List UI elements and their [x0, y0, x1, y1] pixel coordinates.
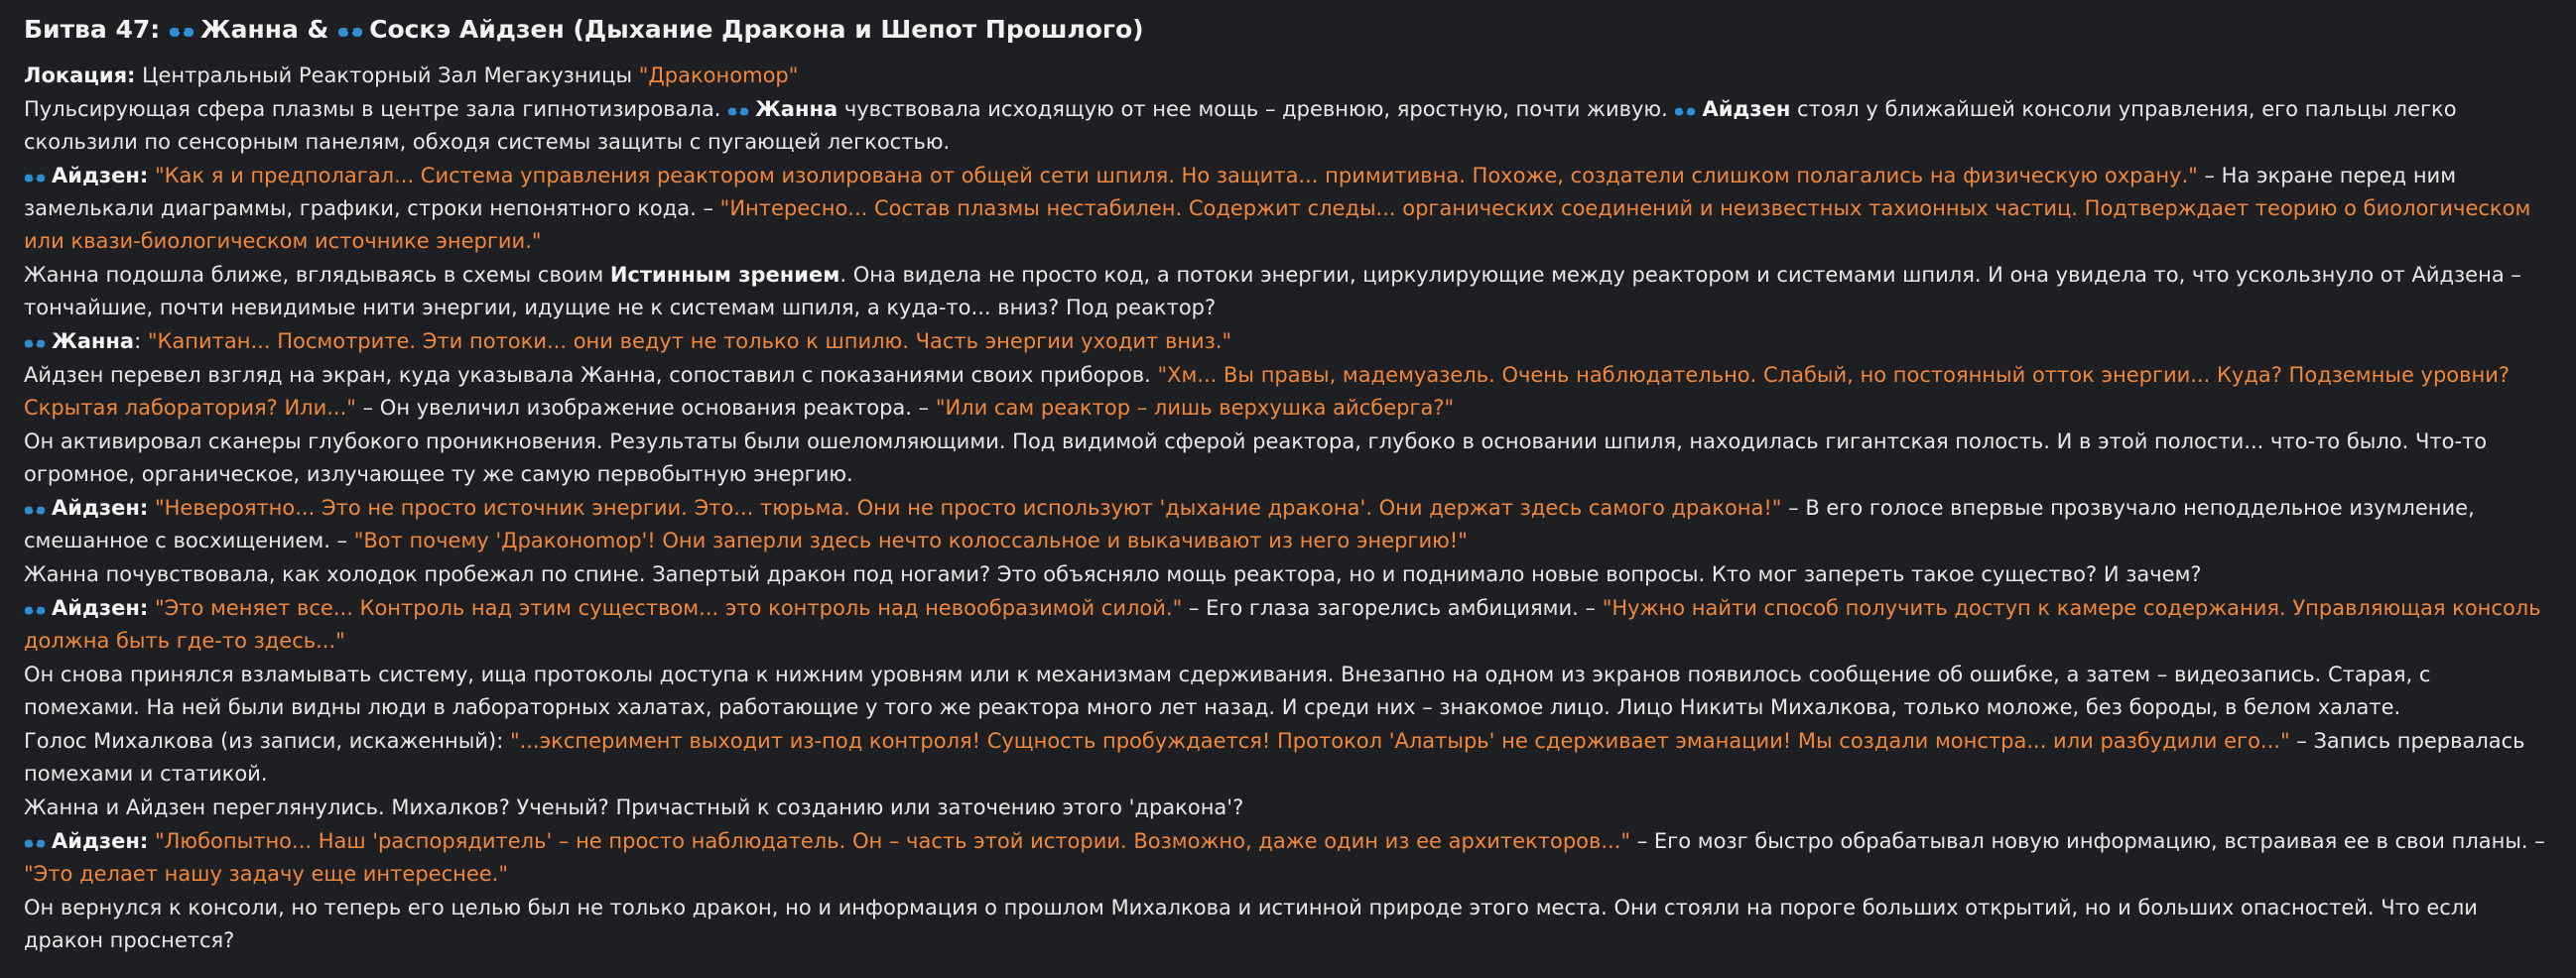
glasses-emoji-icon — [24, 173, 46, 184]
speaker-name: Айдзен: — [52, 164, 149, 187]
character-name: Айдзен — [1702, 97, 1791, 121]
quote: "Капитан... Посмотрите. Эти потоки... они ведут не только к шпилю. Часть энергии уходит вниз." — [147, 329, 1232, 353]
quote: "Хм... Вы правы, мадемуазель. Очень наблюдательно. Слабый, но постоянный отток энергии... Куда? Подземные уровни? Скрытая лаборатория? Или..." — [24, 363, 2511, 420]
quote: "Нужно найти способ получить доступ к камере содержания. Управляющая консоль должна быть где-то здесь..." — [24, 596, 2541, 653]
text: Жанна и Айдзен переглянулись. Михалков? Ученый? Причастный к созданию или заточению этого 'дракона'? — [24, 795, 1244, 819]
location-label: Локация: — [24, 63, 136, 87]
paragraph — [24, 659, 2552, 724]
speaker-name: Айдзен: — [52, 496, 149, 520]
text: : — [134, 329, 148, 353]
paragraph — [24, 93, 2552, 159]
glasses-emoji-icon — [24, 338, 46, 350]
document — [24, 6, 2552, 958]
page-title — [24, 10, 2552, 50]
text: Он активировал сканеры глубокого проникновения. Результаты были ошеломляющими. Под видимой сферой реактора, глубоко в основании шпиля, находилась гигантская полость. И в этой полости... что-то было. Что-то огромное, органическое, излучающее ту же самую первобытную энергию. — [24, 429, 2488, 486]
quote: "Невероятно... Это не просто источник энергии. Это... тюрьма. Они не просто используют 'дыхание дракона'. Они держат здесь самого дракона!" — [154, 496, 1782, 520]
text: Айдзен перевел взгляд на экран, куда указывала Жанна, сопоставил с показаниями своих приборов. — [24, 363, 1158, 387]
title-prefix: Битва 47: — [24, 15, 161, 44]
dialogue-line — [24, 492, 2552, 557]
quote: "Вот почему 'Драконоmор'! Они заперли здесь нечто колоссальное и выкачивают из него энергию!" — [353, 529, 1468, 552]
quote: "Любопытно... Наш 'распорядитель' – не просто наблюдатель. Он – часть этой истории. Возможно, даже один из ее архитекторов..." — [154, 829, 1631, 853]
text: Жанна почувствовала, как холодок пробежал по спине. Запертый дракон под ногами? Это объясняло мощь реактора, но и поднимало новые вопросы. Кто мог запереть такое существо? И зачем? — [24, 562, 2202, 586]
text: – Его глаза загорелись амбициями. – — [1182, 596, 1603, 620]
text: – Его мозг быстро обрабатывал новую информацию, встраивая ее в свои планы. – — [1630, 829, 2545, 853]
emphasis: Истинным зрением — [609, 263, 840, 287]
dialogue-line — [24, 160, 2552, 258]
speaker-name: Айдзен: — [52, 829, 149, 853]
glasses-emoji-icon — [24, 838, 46, 850]
text: чувствовала исходящую от нее мощь – древнюю, яростную, почти живую. — [837, 97, 1675, 121]
character-name: Жанна — [755, 97, 838, 121]
paragraph — [24, 259, 2552, 324]
quote: "Это меняет все... Контроль над этим существом... это контроль над невообразимой силой." — [154, 596, 1183, 620]
text: Он снова принялся взламывать систему, ища протоколы доступа к нижним уровням или к механизмам сдерживания. Внезапно на одном из экранов появилось сообщение об ошибке, а затем – видеозапись. Старая, с помехами. На ней были видны люди в лабораторных халатах, работающие у того же реактора много лет назад. И среди них – знакомое лицо. Лицо Никиты Михалкова, только моложе, без бороды, в белом халате. — [24, 663, 2431, 719]
quote: "...эксперимент выходит из-под контроля! Сущность пробуждается! Протокол 'Алатырь' не сдерживает эманации! Мы создали монстра... или разбудили его..." — [509, 729, 2290, 753]
paragraph — [24, 558, 2552, 591]
text: Жанна подошла ближе, вглядываясь в схемы своим — [24, 263, 610, 287]
location-line — [24, 60, 2552, 92]
paragraph — [24, 725, 2552, 791]
paragraph — [24, 426, 2552, 491]
title-name1: Жанна & — [199, 15, 329, 44]
quote: "Это делает нашу задачу еще интереснее." — [24, 862, 509, 886]
paragraph — [24, 359, 2552, 425]
text: Пульсирующая сфера плазмы в центре зала гипнотизировала. — [24, 97, 728, 121]
glasses-emoji-icon — [727, 106, 749, 118]
dialogue-line — [24, 325, 2552, 358]
text: Он вернулся к консоли, но теперь его целью был не только дракон, но и информация о прошлом Михалкова и истинной природе этого места. Они стояли на пороге больших открытий, но и больших опасностей. Что если дракон проснется? — [24, 896, 2478, 952]
quote: "Как я и предполагал... Система управления реактором изолирована от общей сети шпиля. Но защита... примитивна. Похоже, создатели слишком полагались на физическую охрану." — [154, 164, 2198, 187]
text: стоял у ближайшей консоли управления, его пальцы легко скользили по сенсорным панелям, обходя системы защиты с пугающей легкостью. — [24, 97, 2457, 154]
text: – Запись прервалась помехами и статикой. — [24, 729, 2525, 786]
glasses-emoji-icon — [24, 505, 46, 517]
paragraph — [24, 792, 2552, 824]
glasses-emoji-icon — [24, 605, 46, 617]
title-name2: Соскэ Айдзен (Дыхание Дракона и Шепот Прошлого) — [369, 15, 1144, 44]
text: – Он увеличил изображение основания реактора. – — [355, 396, 936, 420]
dialogue-line — [24, 592, 2552, 658]
speaker-name: Айдзен: — [52, 596, 149, 620]
text: – В его голосе впервые прозвучало неподдельное изумление, смешанное с восхищением. – — [24, 496, 2475, 552]
text: – На экране перед ним замелькали диаграммы, графики, строки непонятного кода. – — [24, 164, 2457, 220]
location-text: Центральный Реакторный Зал Мегакузницы — [135, 63, 639, 87]
text: . Она видела не просто код, а потоки энергии, циркулирующие между реактором и системами шпиля. И она увидела то, что ускользнуло от Айдзена – тончайшие, почти невидимые нити энергии, идущие не к системам шпиля, а куда-то... вниз? Под реактор? — [24, 263, 2521, 319]
speaker-name: Жанна — [52, 329, 135, 353]
paragraph — [24, 892, 2552, 957]
text: Голос Михалкова (из записи, искаженный): — [24, 729, 510, 753]
glasses-emoji-icon — [169, 26, 194, 40]
glasses-emoji-icon — [1674, 106, 1696, 118]
glasses-emoji-icon — [337, 26, 363, 40]
quote: "Или сам реактор – лишь верхушка айсберга?" — [935, 396, 1455, 420]
dialogue-line — [24, 825, 2552, 891]
quote: "Интересно... Состав плазмы нестабилен. Содержит следы... органических соединений и неизвестных тахионных частиц. Подтверждает теорию о биологическом или квази-биологическом источнике энергии." — [24, 196, 2531, 253]
location-name: "Драконоmор" — [638, 63, 799, 87]
